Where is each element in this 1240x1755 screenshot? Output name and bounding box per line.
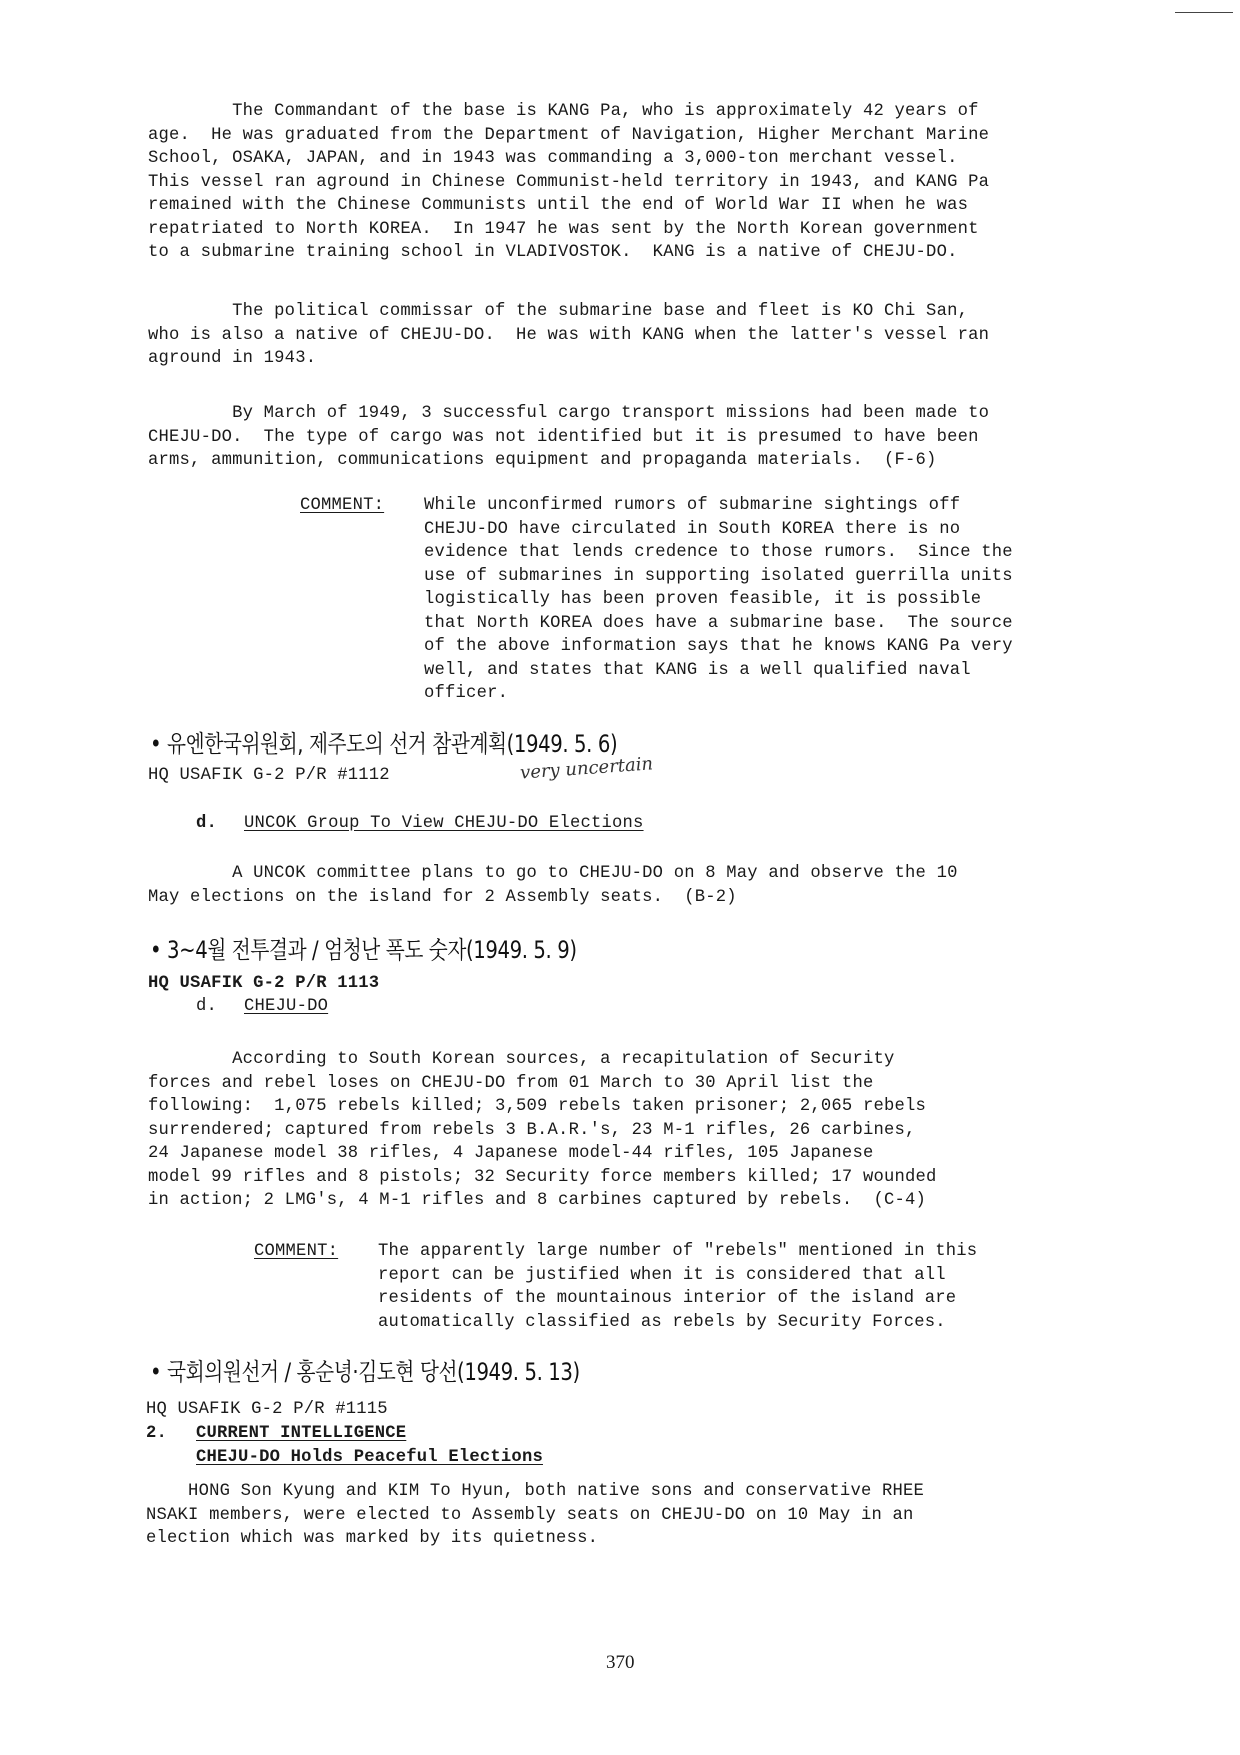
item-title: CHEJU-DO (244, 997, 329, 1016)
comment-rebel-count (378, 1240, 977, 1334)
text-line: According to South Korean sources, a recapitulation of Security (148, 1050, 895, 1069)
text-line: May elections on the island for 2 Assembly seats. (B-2) (148, 887, 737, 907)
item-title: UNCOK Group To View CHEJU-DO Elections (244, 814, 644, 833)
text-line: surrendered; captured from rebels 3 B.A.R.'s, 23 M-1 rifles, 26 carbines, (148, 1120, 916, 1140)
text-line: CHEJU-DO. The type of cargo was not identified but it is presumed to have been (148, 427, 979, 447)
text-line: The political commissar of the submarine base and fleet is KO Chi San, (148, 302, 969, 321)
comment-label: COMMENT: (300, 496, 385, 515)
text-line: evidence that lends credence to those rumors. Since the (424, 543, 1013, 562)
paragraph-peaceful-elections (146, 1480, 924, 1551)
korean-heading-battle-results: • 3~4월 전투결과 / 엄청난 폭도 숫자(1949. 5. 9) (150, 936, 577, 964)
korean-heading-uncok: • 유엔한국위원회, 제주도의 선거 참관계획(1949. 5. 6) (150, 730, 618, 758)
comment-label: COMMENT: (254, 1242, 339, 1261)
item-number: 2. (146, 1424, 168, 1443)
text-line: remained with the Chinese Communists until the end of World War II when he was (148, 196, 969, 215)
page-number: 370 (606, 1652, 635, 1673)
report-reference: HQ USAFIK G-2 P/R #1115 (146, 1400, 388, 1419)
paragraph-cargo-missions (148, 402, 989, 473)
text-line: While unconfirmed rumors of submarine sightings off (424, 496, 961, 515)
text-line: in action; 2 LMG's, 4 M-1 rifles and 8 carbines captured by rebels. (C-4) (148, 1191, 927, 1210)
text-line: By March of 1949, 3 successful cargo transport missions had been made to (148, 404, 990, 423)
comment-submarine-rumors (424, 494, 1013, 706)
text-line: following: 1,075 rebels killed; 3,509 rebels taken prisoner; 2,065 rebels (148, 1097, 927, 1116)
text-line: HONG Son Kyung and KIM To Hyun, both native sons and conservative RHEE (146, 1482, 925, 1501)
text-line: to a submarine training school in VLADIVOSTOK. KANG is a native of CHEJU-DO. (148, 243, 958, 262)
paragraph-uncok-visit (148, 862, 958, 909)
korean-heading-assembly-election: • 국회의원선거 / 홍순녕·김도현 당선(1949. 5. 13) (150, 1358, 580, 1386)
text-line: model 99 rifles and 8 pistols; 32 Security force members killed; 17 wounded (148, 1167, 937, 1187)
paragraph-commandant (148, 100, 989, 265)
item-letter: d. (196, 814, 218, 833)
text-line: 24 Japanese model 38 rifles, 4 Japanese model-44 rifles, 105 Japanese (148, 1144, 874, 1163)
item-title: CURRENT INTELLIGENCE (196, 1424, 407, 1443)
text-line: forces and rebel loses on CHEJU-DO from 01 March to 30 April list the (148, 1073, 874, 1093)
text-line: This vessel ran aground in Chinese Communist-held territory in 1943, and KANG Pa (148, 172, 990, 192)
paragraph-political-commissar (148, 300, 989, 371)
text-line: officer. (424, 684, 509, 703)
text-line: aground in 1943. (148, 349, 317, 368)
text-line: well, and states that KANG is a well qualified naval (424, 660, 971, 680)
text-line: The Commandant of the base is KANG Pa, who is approximately 42 years of (148, 102, 979, 121)
text-line: use of submarines in supporting isolated guerrilla units (424, 566, 1013, 586)
paragraph-casualty-recap (148, 1048, 937, 1213)
text-line: election which was marked by its quietness. (146, 1529, 599, 1548)
scan-edge-mark (1175, 12, 1233, 13)
text-line: CHEJU-DO have circulated in South KOREA there is no (424, 519, 961, 539)
item-subtitle: CHEJU-DO Holds Peaceful Elections (196, 1448, 543, 1467)
text-line: of the above information says that he knows KANG Pa very (424, 637, 1013, 656)
text-line: report can be justified when it is considered that all (378, 1265, 946, 1285)
text-line: who is also a native of CHEJU-DO. He was with KANG when the latter's vessel ran (148, 325, 990, 345)
text-line: arms, ammunition, communications equipment and propaganda materials. (F-6) (148, 451, 937, 470)
text-line: repatriated to North KOREA. In 1947 he was sent by the North Korean government (148, 219, 979, 239)
item-letter: d. (196, 997, 218, 1016)
report-reference: HQ USAFIK G-2 P/R #1112 (148, 766, 390, 785)
text-line: The apparently large number of "rebels" mentioned in this (378, 1242, 978, 1261)
text-line: automatically classified as rebels by Security Forces. (378, 1312, 946, 1332)
report-reference: HQ USAFIK G-2 P/R 1113 (148, 974, 380, 993)
text-line: logistically has been proven feasible, it is possible (424, 590, 982, 609)
text-line: School, OSAKA, JAPAN, and in 1943 was commanding a 3,000-ton merchant vessel. (148, 149, 958, 168)
text-line: residents of the mountainous interior of the island are (378, 1289, 957, 1308)
text-line: age. He was graduated from the Department of Navigation, Higher Merchant Marine (148, 125, 990, 145)
text-line: NSAKI members, were elected to Assembly seats on CHEJU-DO on 10 May in an (146, 1505, 914, 1525)
handwritten-annotation: very uncertain (519, 753, 654, 784)
text-line: that North KOREA does have a submarine base. The source (424, 613, 1013, 633)
text-line: A UNCOK committee plans to go to CHEJU-DO on 8 May and observe the 10 (148, 864, 958, 883)
